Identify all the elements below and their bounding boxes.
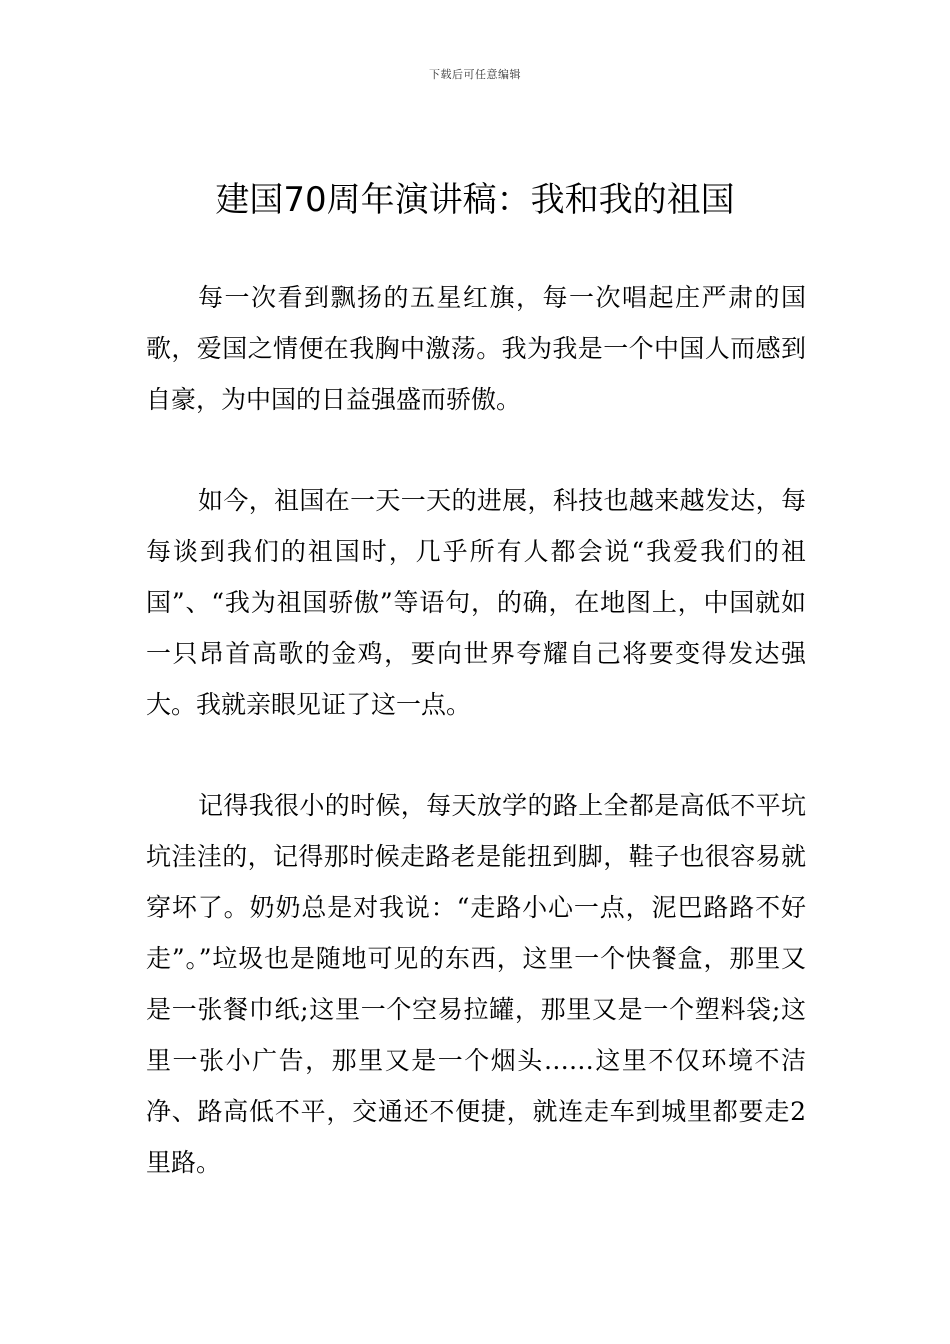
paragraph-3: 记得我很小的时候，每天放学的路上全都是高低不平坑坑洼洼的，记得那时候走路老是能扭到脚，鞋子也很容易就穿坏了。奶奶总是对我说：“走路小心一点，泥巴路路不好走”。”垃圾也是随地可见的东西，这里一个快餐盒，那里又是一张餐巾纸;这里一个空易拉罐，那里又是一个塑料袋;这里一张小广告，那里又是一个烟头……这里不仅环境不洁净、路高低不平，交通还不便捷，就连走车到城里都要走2里路。	[146, 791, 806, 1177]
header-note: 下载后可任意编辑	[429, 68, 521, 81]
paragraph-2: 如今，祖国在一天一天的进展，科技也越来越发达，每每谈到我们的祖国时，几乎所有人都会说“我爱我们的祖国”、“我为祖国骄傲”等语句，的确，在地图上，中国就如一只昂首高歌的金鸡，要向世界夸耀自己将要变得发达强大。我就亲眼见证了这一点。	[146, 486, 806, 719]
paragraph-1: 每一次看到飘扬的五星红旗，每一次唱起庄严肃的国歌，爱国之情便在我胸中激荡。我为我是一个中国人而感到自豪，为中国的日益强盛而骄傲。	[146, 283, 806, 414]
document-title: 建国70周年演讲稿：我和我的祖国	[215, 180, 735, 220]
document-body	[146, 272, 806, 1238]
